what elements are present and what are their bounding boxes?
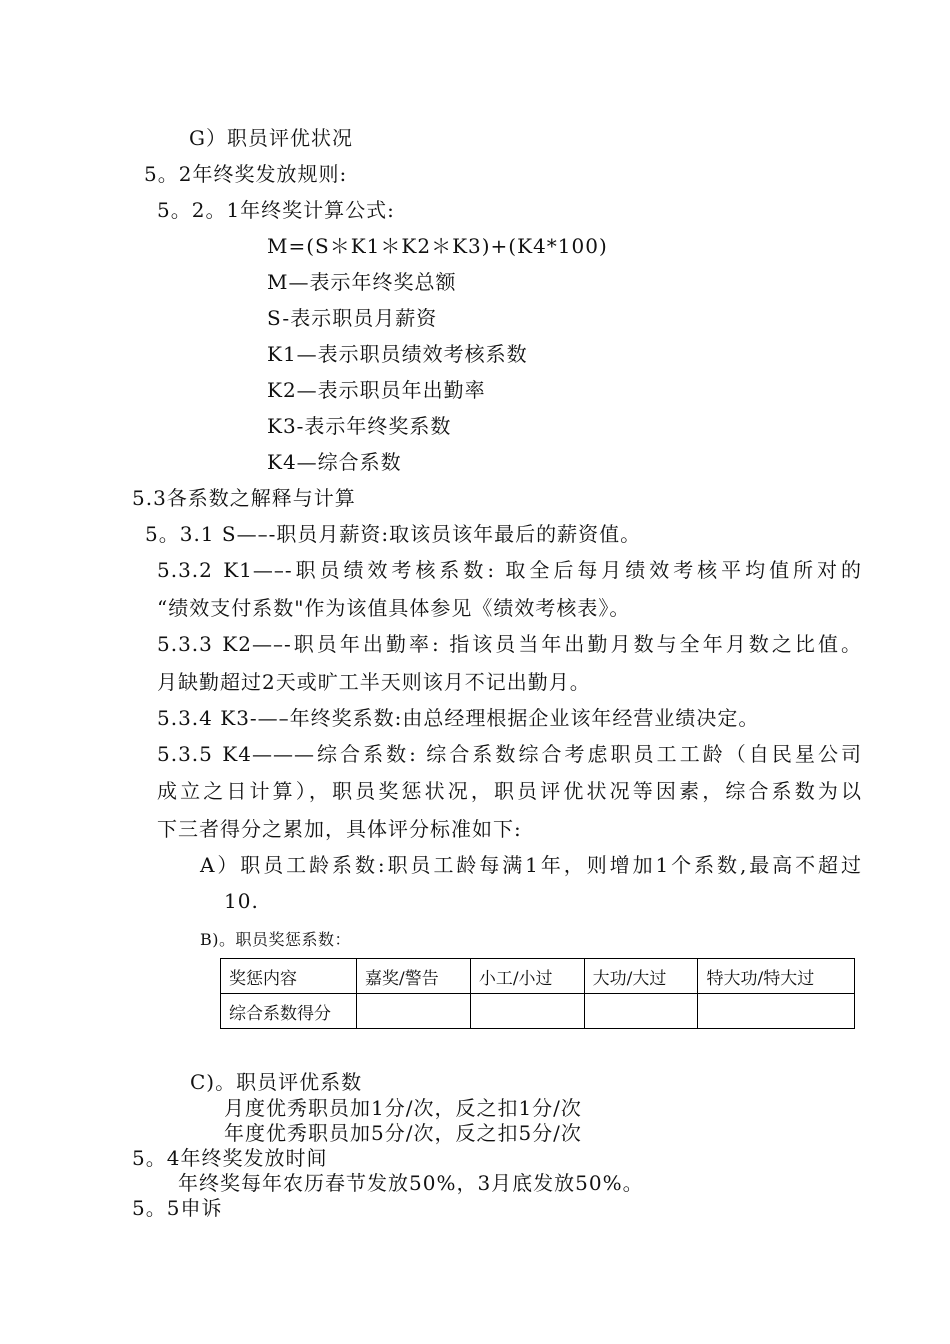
paragraph-line: 5.3.5 K4———综合系数: 综合系数综合考虑职员工工龄（自民星公司 bbox=[157, 742, 862, 766]
section-heading: 5。5申诉 bbox=[132, 1196, 223, 1220]
table-header-cell: 大功/大过 bbox=[584, 959, 698, 994]
formula-term: K1—表示职员绩效考核系数 bbox=[267, 342, 528, 366]
table-row bbox=[221, 994, 855, 1029]
formula: M=(S＊K1＊K2＊K3)+(K4*100) bbox=[267, 234, 608, 258]
text-line: G）职员评优状况 bbox=[189, 126, 353, 150]
table-cell bbox=[470, 994, 584, 1029]
table-cell bbox=[584, 994, 698, 1029]
list-item: A）职员工龄系数:职员工龄每满1年，则增加1个系数,最高不超过 bbox=[200, 853, 862, 877]
table-cell: 综合系数得分 bbox=[221, 994, 357, 1029]
formula-term: K3-表示年终奖系数 bbox=[267, 414, 452, 438]
table-cell bbox=[357, 994, 471, 1029]
table-cell bbox=[698, 994, 855, 1029]
paragraph-line: 5.3.4 K3-—–年终奖系数:由总经理根据企业该年经营业绩决定。 bbox=[157, 706, 760, 730]
paragraph-line: 成立之日计算），职员奖惩状况，职员评优状况等因素，综合系数为以 bbox=[157, 779, 862, 803]
paragraph-line: 下三者得分之累加，具体评分标准如下: bbox=[157, 817, 522, 841]
formula-term: M—表示年终奖总额 bbox=[267, 270, 457, 294]
paragraph-line: 5.3.2 K1—–-职员绩效考核系数: 取全后每月绩效考核平均值所对的 bbox=[157, 558, 862, 582]
subsection-heading: 5。2。1年终奖计算公式: bbox=[157, 198, 395, 222]
paragraph-line: 5。3.1 S—–-职员月薪资:取该员该年最后的薪资值。 bbox=[145, 522, 642, 546]
table-header-cell: 奖惩内容 bbox=[221, 959, 357, 994]
section-heading: 5.3各系数之解释与计算 bbox=[132, 486, 356, 510]
table-header-row bbox=[221, 959, 855, 994]
coefficient-table bbox=[220, 958, 855, 1029]
text-line: 年终奖每年农历春节发放50%，3月底发放50%。 bbox=[178, 1171, 644, 1195]
paragraph-line: 5.3.3 K2—–-职员年出勤率: 指该员当年出勤月数与全年月数之比值。 bbox=[157, 632, 862, 656]
formula-term: K4—综合系数 bbox=[267, 450, 402, 474]
paragraph-line: 月缺勤超过2天或旷工半天则该月不记出勤月。 bbox=[157, 670, 591, 694]
text-line: 年度优秀职员加5分/次，反之扣5分/次 bbox=[224, 1121, 582, 1145]
list-item: B)。职员奖惩系数： bbox=[200, 930, 352, 949]
formula-term: K2—表示职员年出勤率 bbox=[267, 378, 486, 402]
section-heading: 5。4年终奖发放时间 bbox=[132, 1146, 328, 1170]
list-item-continuation: 10. bbox=[224, 889, 259, 913]
paragraph-line: “绩效支付系数"作为该值具体参见《绩效考核表》。 bbox=[157, 596, 631, 620]
list-item: C)。职员评优系数 bbox=[190, 1070, 363, 1094]
table-header-cell: 特大功/特大过 bbox=[698, 959, 855, 994]
formula-term: S-表示职员月薪资 bbox=[267, 306, 438, 330]
table-header-cell: 嘉奖/警告 bbox=[357, 959, 471, 994]
section-heading: 5。2年终奖发放规则: bbox=[144, 162, 348, 186]
table-header-cell: 小工/小过 bbox=[470, 959, 584, 994]
text-line: 月度优秀职员加1分/次，反之扣1分/次 bbox=[224, 1096, 582, 1120]
